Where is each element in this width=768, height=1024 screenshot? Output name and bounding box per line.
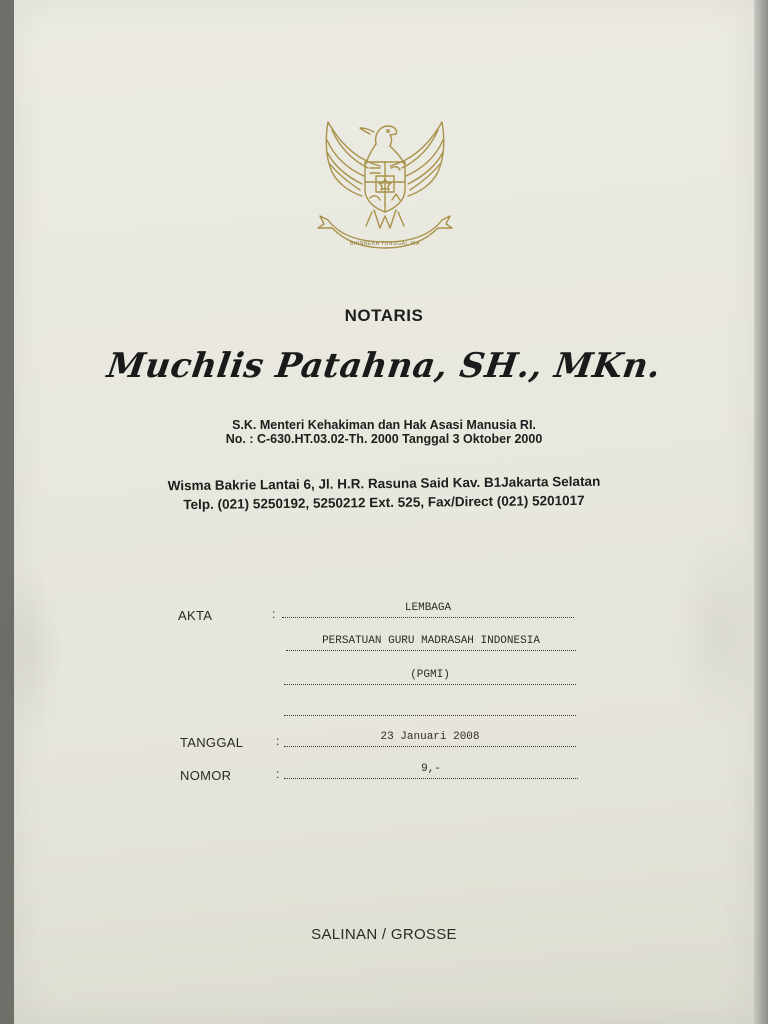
akta-line-2: PERSATUAN GURU MADRASAH INDONESIA xyxy=(286,634,576,651)
office-address: Wisma Bakrie Lantai 6, Jl. H.R. Rasuna Said Kav. B1Jakarta Selatan xyxy=(167,473,601,494)
garuda-emblem-icon xyxy=(310,104,460,254)
paper-crease xyxy=(674,520,764,740)
notary-name: Muchlis Patahna, SH., MKn. xyxy=(104,346,664,386)
notaris-title: NOTARIS xyxy=(344,306,424,325)
document-page xyxy=(14,0,754,1024)
tanggal-label: TANGGAL xyxy=(180,735,244,750)
nomor-colon: : xyxy=(276,767,280,781)
emblem-motto: BHINNEKA TUNGGAL IKA xyxy=(349,241,421,247)
background-edge xyxy=(754,0,768,1024)
decree-line-1: S.K. Menteri Kehakiman dan Hak Asasi Manusia RI. xyxy=(232,418,536,432)
paper-crease xyxy=(0,560,64,740)
akta-line-1: LEMBAGA xyxy=(282,601,574,618)
office-phone: Telp. (021) 5250192, 5250212 Ext. 525, Fax/Direct (021) 5201017 xyxy=(183,492,585,513)
copy-type-label: SALINAN / GROSSE xyxy=(311,926,457,943)
nomor-value: 9,- xyxy=(284,762,578,779)
akta-line-4 xyxy=(284,699,576,716)
akta-colon: : xyxy=(272,607,276,621)
akta-label: AKTA xyxy=(178,608,213,623)
tanggal-colon: : xyxy=(276,734,280,748)
decree-line-2: No. : C-630.HT.03.02-Th. 2000 Tanggal 3 Oktober 2000 xyxy=(225,432,543,446)
nomor-label: NOMOR xyxy=(180,768,232,783)
tanggal-value: 23 Januari 2008 xyxy=(284,730,576,747)
akta-line-3: (PGMI) xyxy=(284,668,576,685)
